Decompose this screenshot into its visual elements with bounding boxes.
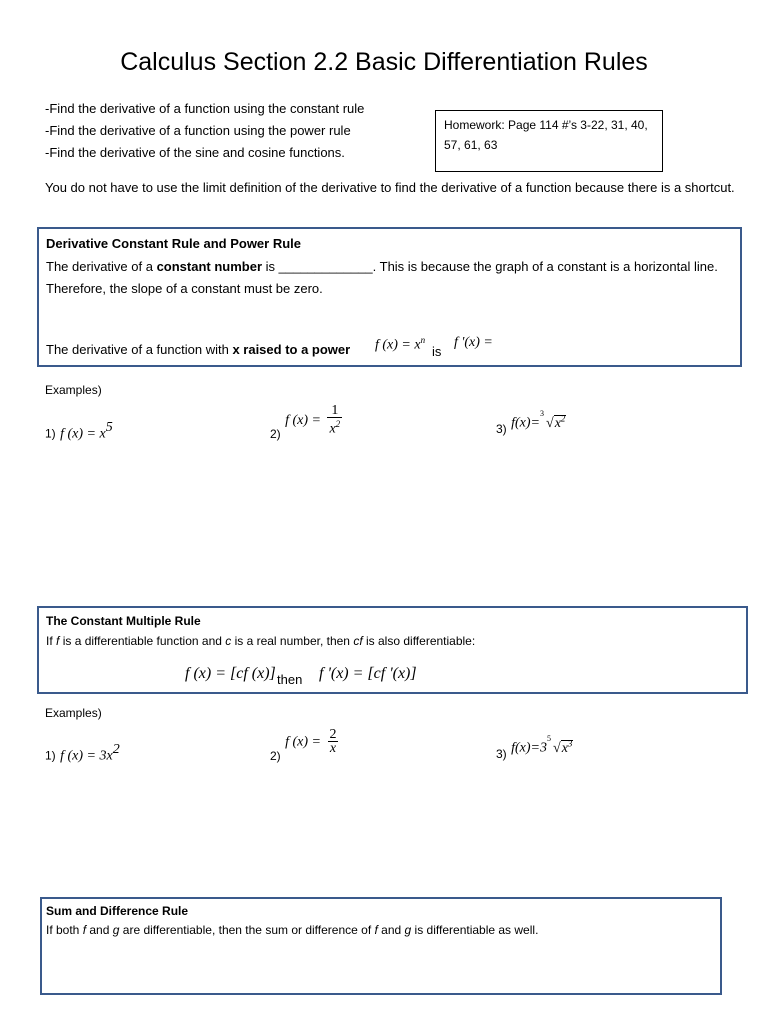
box1-line2-a: The derivative of a function with — [46, 342, 233, 357]
box3-var-g: g — [112, 923, 120, 937]
box3-text: is differentiable as well. — [411, 923, 539, 937]
box3-text: are differentiable, then the sum or difference of — [119, 923, 375, 937]
example-1-1 — [45, 420, 113, 442]
example-exponent: 5 — [105, 420, 113, 435]
box1-line1-a: The derivative of a — [46, 259, 157, 274]
constant-multiple-rule-box — [37, 606, 748, 694]
box1-is: is — [432, 344, 442, 359]
box3-var-g: g — [404, 923, 412, 937]
box3-text: and — [377, 923, 405, 937]
fraction-denominator: x — [329, 421, 336, 437]
intro-paragraph: You do not have to use the limit definition of the derivative to find the derivative of a function because there is a shortcut. — [45, 180, 735, 195]
box3-var-f: f — [374, 923, 378, 937]
example-function-lhs: f (x) = — [285, 734, 321, 750]
box3-text: If both — [46, 923, 83, 937]
example-number: 2) — [270, 748, 281, 763]
example-function-lhs: f(x)=3 — [511, 740, 547, 756]
box2-formula-left: f (x) = [cf (x)] — [185, 665, 276, 682]
example-number: 1) — [45, 748, 56, 763]
example-number: 2) — [270, 427, 281, 442]
example-fraction — [327, 404, 342, 436]
sum-difference-rule-box — [40, 897, 722, 995]
power-formula-exp: n — [420, 335, 426, 345]
box2-text: If — [46, 634, 57, 648]
radicand-exponent: 2 — [560, 413, 566, 423]
fraction-numerator: 2 — [329, 727, 337, 742]
objective-sine-cosine: -Find the derivative of the sine and cosine functions. — [45, 145, 345, 160]
box2-formula-right: f '(x) = [cf '(x)] — [319, 665, 417, 682]
examples-label-1: Examples) — [45, 383, 102, 397]
box1-derivative: f '(x) = — [454, 335, 493, 350]
root-index: 3 — [540, 409, 544, 418]
radicand: x — [561, 740, 568, 756]
example-exponent: 2 — [112, 742, 120, 757]
example-fraction — [327, 728, 338, 755]
box1-line1-c: is _____________. This is because the graph of a constant is a horizontal line. Therefore, the slope of a constant must be zero. — [46, 259, 718, 296]
example-function: f (x) = x — [60, 426, 106, 442]
example-1-2 — [270, 403, 342, 442]
example-number: 3) — [496, 421, 507, 436]
box3-heading: Sum and Difference Rule — [46, 904, 189, 918]
constant-power-rule-box — [37, 227, 742, 367]
cube-root: 3 $√x^2$ — [540, 409, 566, 431]
box1-power-text — [46, 342, 350, 357]
box2-heading: The Constant Multiple Rule — [46, 614, 201, 628]
box1-line1-bold: constant number — [156, 259, 263, 274]
example-1-3 — [496, 409, 566, 436]
box2-var-c: c — [225, 634, 232, 648]
examples-label-2: Examples) — [45, 706, 102, 720]
fraction-numerator: 1 — [331, 403, 339, 418]
example-function-lhs: f(x)= — [511, 415, 540, 431]
fraction-denominator: x — [329, 741, 337, 756]
example-function-lhs: f (x) = — [285, 413, 321, 429]
box2-text: is a differentiable function and — [59, 634, 226, 648]
box1-power-formula — [375, 335, 425, 354]
example-2-3 — [496, 734, 573, 761]
box1-constant-text — [46, 256, 731, 300]
page-title: Calculus Section 2.2 Basic Differentiation Rules — [120, 48, 648, 76]
root-index: 5 — [547, 734, 551, 743]
example-function: f (x) = 3x — [60, 748, 113, 764]
box2-var-f: f — [56, 634, 60, 648]
box2-then: then — [277, 672, 303, 687]
radicand: x — [554, 415, 561, 431]
box2-text: is also differentiable: — [362, 634, 476, 648]
box2-var-cf: cf — [353, 634, 363, 648]
example-number: 3) — [496, 746, 507, 761]
box1-heading: Derivative Constant Rule and Power Rule — [46, 236, 302, 251]
power-formula-lhs: f (x) = x — [375, 337, 421, 353]
box2-description — [46, 634, 475, 648]
objective-constant-rule: -Find the derivative of a function using the constant rule — [45, 101, 365, 116]
objective-power-rule: -Find the derivative of a function using the power rule — [45, 123, 351, 138]
box3-description — [46, 923, 538, 937]
radicand-exponent: 3 — [567, 738, 573, 748]
box2-text: is a real number, then — [231, 634, 354, 648]
box3-text: and — [86, 923, 113, 937]
fifth-root: 5 $√x^3$ — [547, 734, 573, 756]
box3-var-f: f — [82, 923, 87, 937]
denominator-exponent: 2 — [335, 419, 341, 429]
homework-box — [435, 110, 663, 172]
example-number: 1) — [45, 426, 56, 441]
example-2-1 — [45, 742, 120, 764]
example-2-2 — [270, 727, 338, 763]
box1-line2-bold: x raised to a power — [232, 342, 351, 357]
homework-text: Homework: Page 114 #’s 3-22, 31, 40, 57, 61, 63 — [444, 118, 648, 152]
